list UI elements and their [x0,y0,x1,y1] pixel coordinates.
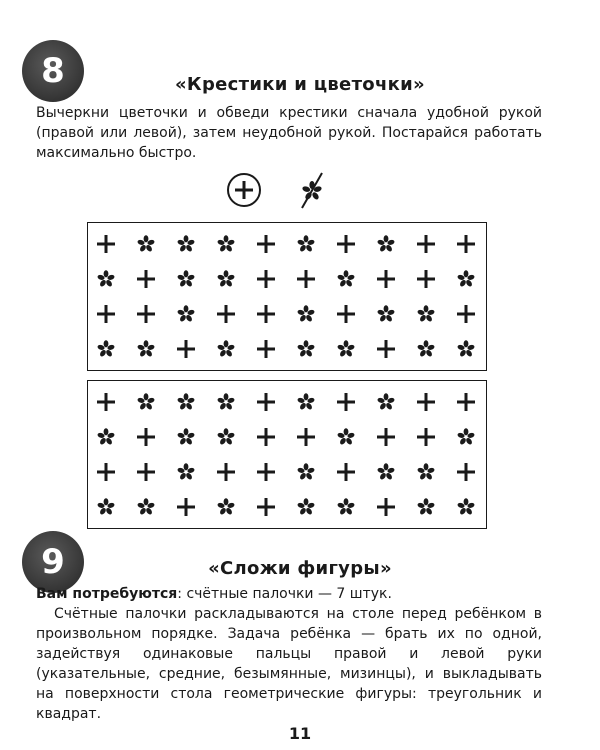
plus-symbol-icon [131,264,161,294]
plus-symbol-icon [131,457,161,487]
plus-symbol-icon [251,422,281,452]
exercise-text: Счётные палочки раскладываются на столе перед ребёнком в произвольном порядке. Задача ребёнка — брать их по одной, задействуя одинаковые пальцы правой и левой руки (указательные, средние, безымянные, мизинцы), и выкладывать на поверхности стола геометрические фигуры: треугольник и квадрат. [36,606,542,722]
flower-symbol-icon [171,457,201,487]
flower-symbol-icon [451,422,481,452]
flower-symbol-icon [91,422,121,452]
flower-symbol-icon [291,492,321,522]
flower-symbol-icon [371,229,401,259]
flower-symbol-icon [331,264,361,294]
plus-symbol-icon [411,422,441,452]
plus-symbol-icon [251,387,281,417]
flower-symbol-icon [131,492,161,522]
plus-symbol-icon [411,229,441,259]
plus-symbol-icon [251,229,281,259]
materials-value: : счётные палочки — 7 штук. [177,586,392,602]
plus-symbol-icon [131,299,161,329]
flower-symbol-icon [291,387,321,417]
plus-symbol-icon [171,492,201,522]
flower-symbol-icon [171,387,201,417]
plus-symbol-icon [331,387,361,417]
flower-symbol-icon [451,492,481,522]
plus-symbol-icon [91,457,121,487]
plus-symbol-icon [331,229,361,259]
symbols-grid-2 [87,380,487,529]
exercise-title: «Крестики и цветочки» [175,74,425,95]
plus-symbol-icon [251,299,281,329]
flower-symbol-icon [171,299,201,329]
plus-symbol-icon [251,334,281,364]
flower-symbol-icon [211,387,241,417]
flower-symbol-icon [331,422,361,452]
flower-symbol-icon [131,334,161,364]
flower-symbol-icon [411,492,441,522]
plus-symbol-icon [91,387,121,417]
flower-symbol-icon [91,334,121,364]
flower-symbol-icon [211,422,241,452]
plus-symbol-icon [451,299,481,329]
flower-symbol-icon [291,457,321,487]
plus-symbol-icon [131,422,161,452]
exercise-number: 9 [41,542,65,582]
plus-symbol-icon [371,492,401,522]
plus-symbol-icon [331,299,361,329]
flower-symbol-icon [451,264,481,294]
plus-symbol-icon [371,334,401,364]
plus-symbol-icon [451,457,481,487]
plus-symbol-icon [251,457,281,487]
flower-symbol-icon [371,457,401,487]
flower-symbol-icon [371,387,401,417]
flower-symbol-icon [211,264,241,294]
plus-symbol-icon [211,299,241,329]
flower-symbol-icon [211,229,241,259]
flower-symbol-icon [291,334,321,364]
flower-symbol-icon [171,264,201,294]
plus-symbol-icon [291,264,321,294]
flower-symbol-icon [211,492,241,522]
flower-symbol-icon [411,299,441,329]
crossed-flower-example-icon [292,170,332,210]
flower-symbol-icon [171,229,201,259]
flower-symbol-icon [331,334,361,364]
plus-symbol-icon [251,492,281,522]
materials-label: Вам потребуются [36,586,178,602]
plus-symbol-icon [211,457,241,487]
exercise-instruction: Вычеркни цветочки и обведи крестики сначала удобной рукой (правой или левой), затем неудобной рукой. Постарайся работать максимально быстро. [36,105,542,161]
plus-symbol-icon [371,264,401,294]
plus-symbol-icon [251,264,281,294]
plus-symbol-icon [91,299,121,329]
flower-symbol-icon [91,492,121,522]
plus-symbol-icon [331,457,361,487]
flower-symbol-icon [371,299,401,329]
exercise-title: «Сложи фигуры» [208,558,392,579]
plus-symbol-icon [451,229,481,259]
page-number: 11 [288,724,312,743]
plus-symbol-icon [411,387,441,417]
plus-symbol-icon [371,422,401,452]
plus-symbol-icon [91,229,121,259]
materials-line [36,586,392,602]
plus-symbol-icon [291,422,321,452]
flower-symbol-icon [131,229,161,259]
circled-plus-example-icon [224,170,264,210]
plus-symbol-icon [451,387,481,417]
plus-symbol-icon [411,264,441,294]
flower-symbol-icon [451,334,481,364]
flower-symbol-icon [411,334,441,364]
exercise-number: 8 [41,51,65,91]
flower-symbol-icon [211,334,241,364]
flower-symbol-icon [411,457,441,487]
symbols-grid-1 [87,222,487,371]
flower-symbol-icon [91,264,121,294]
flower-symbol-icon [171,422,201,452]
flower-symbol-icon [131,387,161,417]
flower-symbol-icon [291,299,321,329]
flower-symbol-icon [291,229,321,259]
plus-symbol-icon [171,334,201,364]
flower-symbol-icon [331,492,361,522]
